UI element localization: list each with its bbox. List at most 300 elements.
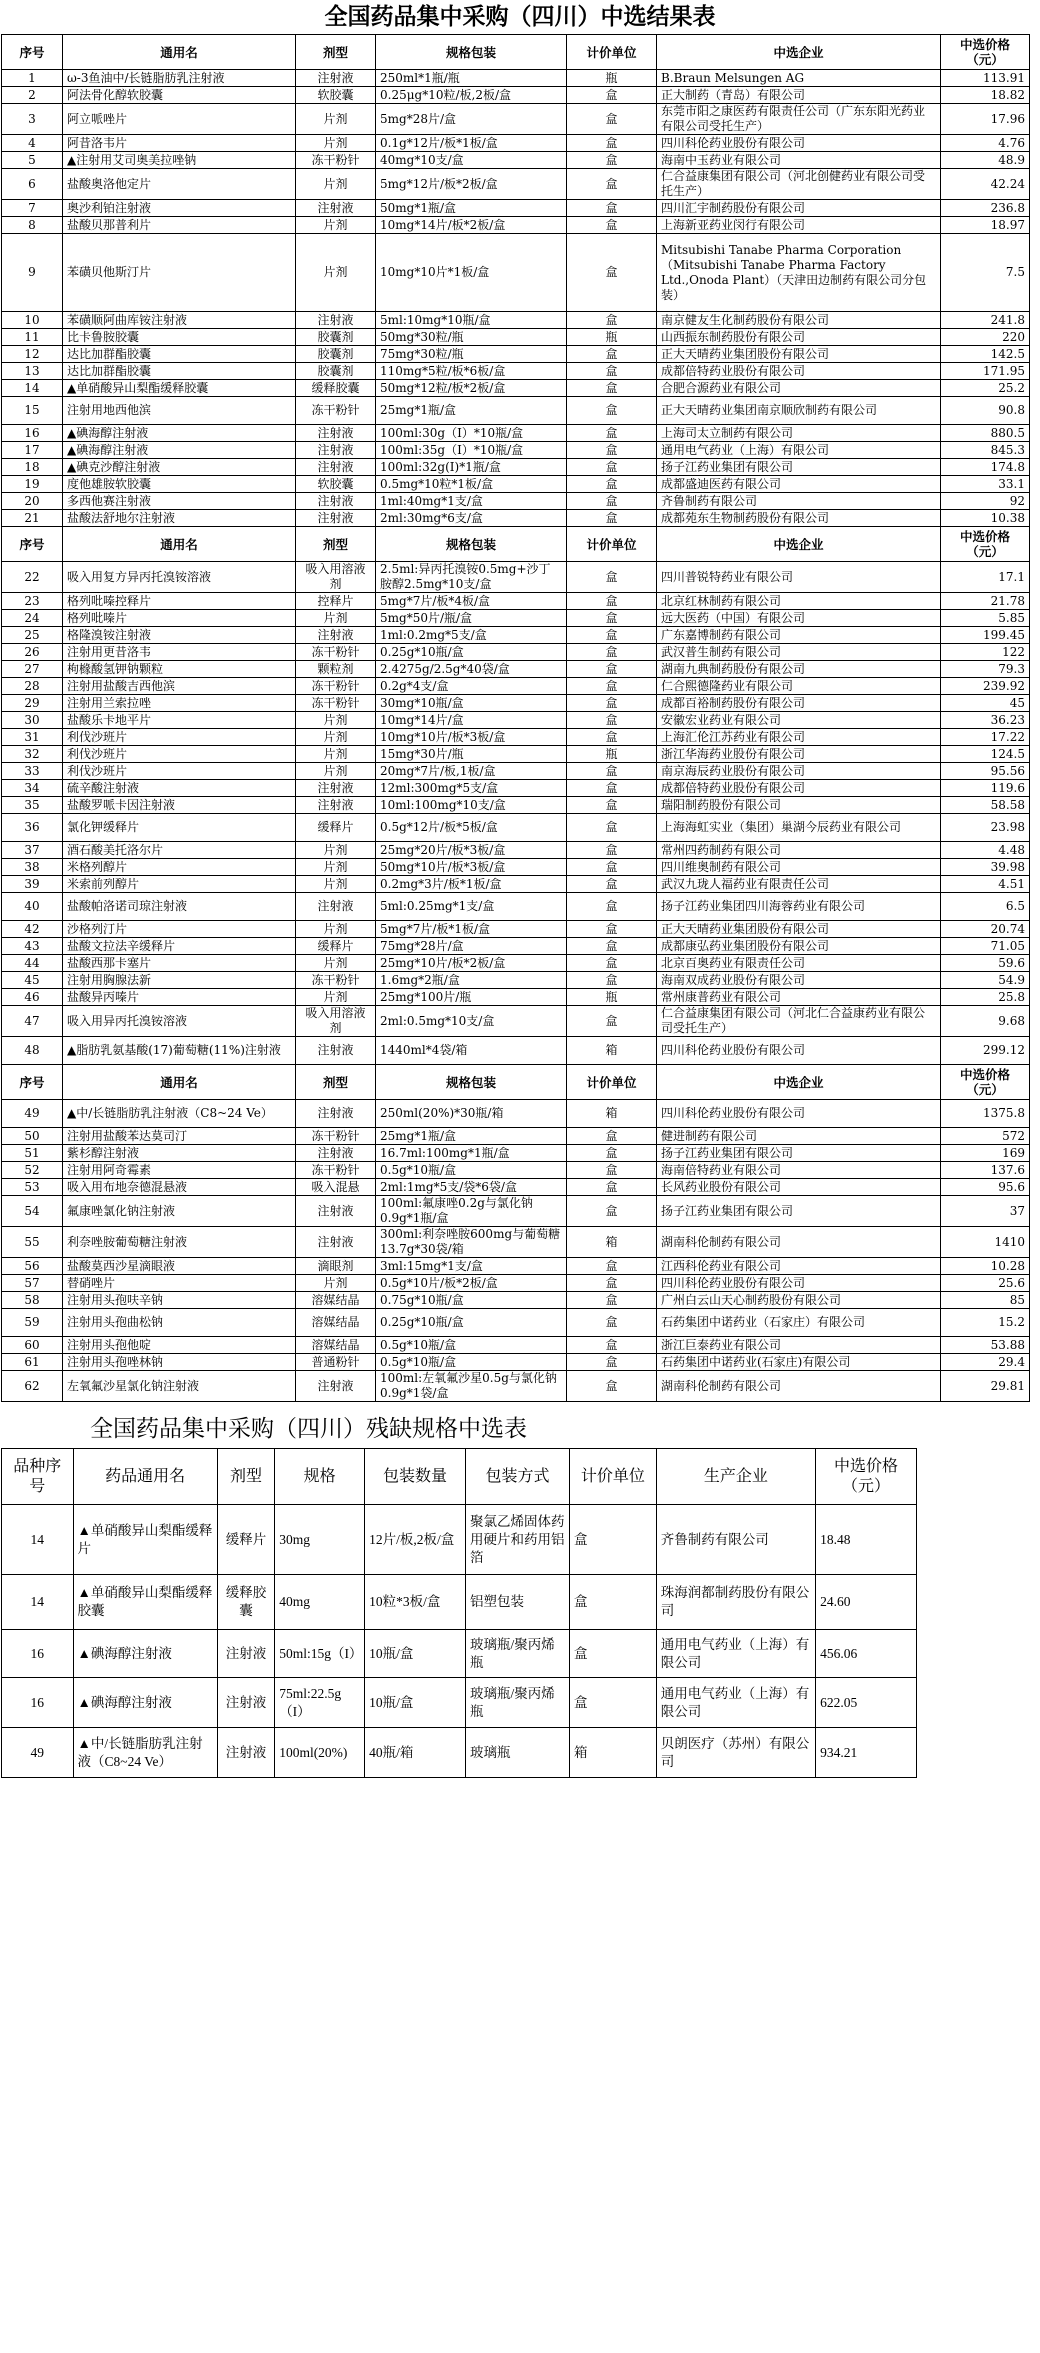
table-cell: 玻璃瓶: [465, 1728, 569, 1778]
table-cell: 盒: [567, 493, 657, 510]
table-cell: 盒: [567, 1179, 657, 1196]
table-cell: 通用电气药业（上海）有限公司: [656, 1630, 815, 1678]
table-cell: 1.6mg*2瓶/盒: [376, 972, 567, 989]
table-cell: 0.5g*10瓶/盒: [376, 1337, 567, 1354]
table-cell: 远大医药（中国）有限公司: [657, 610, 941, 627]
table-cell: 0.5mg*10粒*1板/盒: [376, 476, 567, 493]
table-cell: 2.4275g/2.5g*40袋/盒: [376, 661, 567, 678]
table-cell: 22: [2, 562, 63, 593]
table-cell: 20.74: [941, 921, 1030, 938]
table-cell: 盒: [567, 797, 657, 814]
table-cell: 海南中玉药业有限公司: [657, 152, 941, 169]
table-row: [2, 678, 1030, 695]
table-cell: 海南倍特药业有限公司: [657, 1162, 941, 1179]
table-cell: 注射液: [296, 510, 376, 527]
table-cell: 盒: [567, 1309, 657, 1337]
table-cell: 盒: [567, 712, 657, 729]
table-cell: 57: [2, 1275, 63, 1292]
column-header: 中选企业: [657, 35, 941, 70]
table-cell: 胶囊剂: [296, 363, 376, 380]
table-cell: 29.81: [941, 1371, 1030, 1402]
table-cell: 注射用兰索拉唑: [63, 695, 296, 712]
table-row: [2, 234, 1030, 312]
table-row: [2, 921, 1030, 938]
table-cell: 1440ml*4袋/箱: [376, 1037, 567, 1065]
table-cell: 9.68: [941, 1006, 1030, 1037]
table-cell: 100ml(20%): [275, 1728, 365, 1778]
table-cell: 48: [2, 1037, 63, 1065]
table-cell: 50mg*12粒/板*2板/盒: [376, 380, 567, 397]
table-row: [2, 1309, 1030, 1337]
table-cell: 0.25g*10瓶/盒: [376, 1309, 567, 1337]
table-cell: 苯磺顺阿曲库铵注射液: [63, 312, 296, 329]
table-cell: 铝塑包装: [465, 1575, 569, 1630]
table-cell: 盒: [567, 938, 657, 955]
table-cell: 10瓶/盒: [365, 1678, 466, 1728]
table-cell: 阿法骨化醇软胶囊: [63, 87, 296, 104]
table-cell: 四川科伦药业股份有限公司: [657, 1100, 941, 1128]
table-cell: 137.6: [941, 1162, 1030, 1179]
table-row: [2, 1162, 1030, 1179]
table-row: [2, 476, 1030, 493]
table-row: [2, 135, 1030, 152]
table-cell: ▲注射用艾司奥美拉唑钠: [63, 152, 296, 169]
table-cell: 片剂: [296, 921, 376, 938]
column-header: 中选价格（元）: [941, 527, 1030, 562]
table-cell: B.Braun Melsungen AG: [657, 70, 941, 87]
table-cell: 0.5g*10片/板*2板/盒: [376, 1275, 567, 1292]
table-cell: 56: [2, 1258, 63, 1275]
table-cell: 比卡鲁胺胶囊: [63, 329, 296, 346]
table-cell: 30mg: [275, 1505, 365, 1575]
table-cell: 3: [2, 104, 63, 135]
table-cell: 盒: [567, 1196, 657, 1227]
table-cell: 39: [2, 876, 63, 893]
table-cell: 622.05: [816, 1678, 917, 1728]
column-header: 包装数量: [365, 1449, 466, 1505]
table-cell: ▲单硝酸异山梨酯缓释片: [73, 1505, 217, 1575]
table-row: [2, 1630, 917, 1678]
table-cell: 16: [2, 1630, 74, 1678]
table-row: [2, 1337, 1030, 1354]
table-cell: 石药集团中诺药业（石家庄）有限公司: [657, 1309, 941, 1337]
table-cell: 236.8: [941, 200, 1030, 217]
table-cell: 盒: [567, 312, 657, 329]
column-header: 规格包装: [376, 1065, 567, 1100]
table-cell: 845.3: [941, 442, 1030, 459]
table-cell: 冻干粉针: [296, 1128, 376, 1145]
table-cell: 注射液: [217, 1678, 274, 1728]
table-cell: 胶囊剂: [296, 329, 376, 346]
table-cell: 79.3: [941, 661, 1030, 678]
table-row: [2, 346, 1030, 363]
table-cell: 299.12: [941, 1037, 1030, 1065]
table-cell: 上海汇伦江苏药业有限公司: [657, 729, 941, 746]
table-cell: 冻干粉针: [296, 972, 376, 989]
table-cell: 注射用头孢唑林钠: [63, 1354, 296, 1371]
table-cell: 28: [2, 678, 63, 695]
table-cell: 度他雄胺软胶囊: [63, 476, 296, 493]
table-row: [2, 593, 1030, 610]
table-cell: 61: [2, 1354, 63, 1371]
table-cell: 52: [2, 1162, 63, 1179]
table-cell: 正大天晴药业集团股份有限公司: [657, 921, 941, 938]
table-cell: ▲碘海醇注射液: [73, 1630, 217, 1678]
table-cell: 溶媒结晶: [296, 1292, 376, 1309]
table-cell: 盒: [567, 876, 657, 893]
table-cell: 239.92: [941, 678, 1030, 695]
table-cell: 酒石酸美托洛尔片: [63, 842, 296, 859]
table-row: [2, 200, 1030, 217]
table-cell: 45: [941, 695, 1030, 712]
table-cell: 普通粉针: [296, 1354, 376, 1371]
table-row: [2, 1292, 1030, 1309]
table-cell: 16: [2, 1678, 74, 1728]
table-cell: 广东嘉博制药有限公司: [657, 627, 941, 644]
table-cell: 0.5g*10瓶/盒: [376, 1354, 567, 1371]
table-cell: 盒: [567, 442, 657, 459]
table-cell: 盐酸乐卡地平片: [63, 712, 296, 729]
table-cell: 瓶: [567, 746, 657, 763]
table-cell: 盒: [567, 562, 657, 593]
table-cell: 达比加群酯胶囊: [63, 363, 296, 380]
table-cell: 53.88: [941, 1337, 1030, 1354]
table-cell: 注射液: [296, 200, 376, 217]
table-cell: 注射液: [217, 1630, 274, 1678]
table-cell: 注射液: [296, 493, 376, 510]
table-cell: 50mg*30粒/瓶: [376, 329, 567, 346]
table-cell: 湖南九典制药股份有限公司: [657, 661, 941, 678]
table-row: [2, 169, 1030, 200]
table-row: [2, 1196, 1030, 1227]
table-row: [2, 1371, 1030, 1402]
table-cell: 注射液: [296, 1196, 376, 1227]
table-cell: 25.8: [941, 989, 1030, 1006]
table-cell: 10.38: [941, 510, 1030, 527]
table-cell: 16.7ml:100mg*1瓶/盒: [376, 1145, 567, 1162]
table-cell: 注射用头孢曲松钠: [63, 1309, 296, 1337]
table-row: [2, 729, 1030, 746]
table-cell: 片剂: [296, 135, 376, 152]
table-cell: 成都倍特药业股份有限公司: [657, 363, 941, 380]
table-cell: 110mg*5粒/板*6板/盒: [376, 363, 567, 380]
table-cell: 紫杉醇注射液: [63, 1145, 296, 1162]
table-cell: 盒: [567, 921, 657, 938]
column-header: 中选价格（元）: [816, 1449, 917, 1505]
table-cell: 利伐沙班片: [63, 729, 296, 746]
table-cell: 35: [2, 797, 63, 814]
table-cell: 18.97: [941, 217, 1030, 234]
table-cell: 盒: [567, 476, 657, 493]
table-cell: 盒: [567, 593, 657, 610]
table-cell: 冻干粉针: [296, 644, 376, 661]
table-row: [2, 104, 1030, 135]
table-cell: 124.5: [941, 746, 1030, 763]
column-header: 中选价格（元）: [941, 1065, 1030, 1100]
table-cell: 10瓶/盒: [365, 1630, 466, 1678]
table-cell: 注射液: [296, 627, 376, 644]
table-cell: 盒: [567, 346, 657, 363]
table-cell: 2ml:1mg*5支/袋*6袋/盒: [376, 1179, 567, 1196]
table-cell: 瑞阳制药股份有限公司: [657, 797, 941, 814]
table-row: [2, 955, 1030, 972]
table-cell: 20mg*7片/板,1板/盒: [376, 763, 567, 780]
table-cell: 1ml:0.2mg*5支/盒: [376, 627, 567, 644]
table-cell: 25.6: [941, 1275, 1030, 1292]
table-cell: 盒: [567, 1337, 657, 1354]
table-cell: 盒: [567, 729, 657, 746]
table-cell: 盒: [567, 200, 657, 217]
table-cell: 米索前列醇片: [63, 876, 296, 893]
table-cell: 6: [2, 169, 63, 200]
table-cell: ▲碘海醇注射液: [73, 1678, 217, 1728]
table-cell: 32: [2, 746, 63, 763]
table-cell: 硫辛酸注射液: [63, 780, 296, 797]
column-header: 规格包装: [376, 527, 567, 562]
table-cell: 盒: [570, 1678, 657, 1728]
table-cell: 46: [2, 989, 63, 1006]
table-cell: 健进制药有限公司: [657, 1128, 941, 1145]
table-cell: 广州白云山天心制药股份有限公司: [657, 1292, 941, 1309]
table-cell: ▲单硝酸异山梨酯缓释胶囊: [63, 380, 296, 397]
table-cell: 盒: [570, 1505, 657, 1575]
table-header-row: [2, 1065, 1030, 1100]
table-cell: 扬子江药业集团有限公司: [657, 1145, 941, 1162]
table-row: [2, 746, 1030, 763]
table-cell: 氯化钾缓释片: [63, 814, 296, 842]
table-row: [2, 797, 1030, 814]
table-cell: 58.58: [941, 797, 1030, 814]
column-header: 规格: [275, 1449, 365, 1505]
main-table-title: 全国药品集中采购（四川）中选结果表: [324, 3, 716, 30]
table-cell: 58: [2, 1292, 63, 1309]
table-row: [2, 610, 1030, 627]
table-row: [2, 1100, 1030, 1128]
table-cell: 注射液: [217, 1728, 274, 1778]
table-cell: 0.1g*12片/板*1板/盒: [376, 135, 567, 152]
column-header: 品种序号: [2, 1449, 74, 1505]
column-header: 计价单位: [570, 1449, 657, 1505]
table-cell: 5.85: [941, 610, 1030, 627]
table-row: [2, 1227, 1030, 1258]
table-cell: 250ml*1瓶/瓶: [376, 70, 567, 87]
table-cell: 左氧氟沙星氯化钠注射液: [63, 1371, 296, 1402]
table-cell: 13: [2, 363, 63, 380]
table-header-row: [2, 527, 1030, 562]
table-row: [2, 780, 1030, 797]
table-cell: 上海海虹实业（集团）巢湖今辰药业有限公司: [657, 814, 941, 842]
table-cell: 盒: [567, 510, 657, 527]
table-cell: 盐酸贝那普利片: [63, 217, 296, 234]
table-cell: 注射用更昔洛韦: [63, 644, 296, 661]
table-cell: 85: [941, 1292, 1030, 1309]
table-cell: 盒: [567, 644, 657, 661]
table-cell: 注射液: [296, 425, 376, 442]
table-cell: 片剂: [296, 610, 376, 627]
table-cell: 20: [2, 493, 63, 510]
table-cell: 5mg*28片/盒: [376, 104, 567, 135]
table-cell: 注射液: [296, 1100, 376, 1128]
bid-result-table: [1, 34, 1030, 1402]
table-cell: 49: [2, 1728, 74, 1778]
table-cell: 齐鲁制药有限公司: [657, 493, 941, 510]
table-cell: 10mg*14片/盒: [376, 712, 567, 729]
table-cell: 7: [2, 200, 63, 217]
table-row: [2, 695, 1030, 712]
column-header: 中选企业: [657, 1065, 941, 1100]
table-cell: 5mg*12片/板*2板/盒: [376, 169, 567, 200]
table-cell: 注射液: [296, 1227, 376, 1258]
table-cell: 长风药业股份有限公司: [657, 1179, 941, 1196]
table-cell: 572: [941, 1128, 1030, 1145]
table-cell: 盒: [567, 955, 657, 972]
table-cell: 95.56: [941, 763, 1030, 780]
table-cell: 934.21: [816, 1728, 917, 1778]
table-cell: 75mg*30粒/瓶: [376, 346, 567, 363]
table-cell: 正大制药（青岛）有限公司: [657, 87, 941, 104]
table-row: [2, 989, 1030, 1006]
table-cell: 盒: [567, 152, 657, 169]
table-cell: 24: [2, 610, 63, 627]
table-cell: 溶媒结晶: [296, 1309, 376, 1337]
table-cell: 仁合益康集团有限公司（河北创健药业有限公司受托生产）: [657, 169, 941, 200]
column-header: 计价单位: [567, 527, 657, 562]
table-row: [2, 562, 1030, 593]
table-cell: 盐酸文拉法辛缓释片: [63, 938, 296, 955]
table-cell: 25mg*10片/板*2板/盒: [376, 955, 567, 972]
column-header: 剂型: [296, 527, 376, 562]
table-cell: 75mg*28片/盒: [376, 938, 567, 955]
table-cell: 吸入混悬: [296, 1179, 376, 1196]
table-cell: 31: [2, 729, 63, 746]
table-cell: 0.25μg*10粒/板,2板/盒: [376, 87, 567, 104]
table-cell: 40瓶/箱: [365, 1728, 466, 1778]
table-cell: 玻璃瓶/聚丙烯瓶: [465, 1678, 569, 1728]
column-header: 序号: [2, 527, 63, 562]
table-row: [2, 1505, 917, 1575]
table-cell: 25mg*20片/板*3板/盒: [376, 842, 567, 859]
table-cell: 1ml:40mg*1支/盒: [376, 493, 567, 510]
column-header: 包装方式: [465, 1449, 569, 1505]
table-cell: 10mg*14片/板*2板/盒: [376, 217, 567, 234]
table-cell: 456.06: [816, 1630, 917, 1678]
table-cell: 注射用胸腺法新: [63, 972, 296, 989]
table-cell: 注射用盐酸吉西他滨: [63, 678, 296, 695]
table-cell: ▲碘海醇注射液: [63, 425, 296, 442]
table-cell: 25: [2, 627, 63, 644]
table-cell: 50ml:15g（I）: [275, 1630, 365, 1678]
column-header: 规格包装: [376, 35, 567, 70]
table-row: [2, 425, 1030, 442]
table-cell: 冻干粉针: [296, 695, 376, 712]
table-cell: 米格列醇片: [63, 859, 296, 876]
table-row: [2, 510, 1030, 527]
table-cell: 片剂: [296, 746, 376, 763]
table-cell: 50mg*1瓶/盒: [376, 200, 567, 217]
table-cell: 盒: [567, 459, 657, 476]
table-cell: 聚氯乙烯固体药用硬片和药用铝箔: [465, 1505, 569, 1575]
table-cell: 软胶囊: [296, 87, 376, 104]
table-cell: 片剂: [296, 989, 376, 1006]
table-cell: 5: [2, 152, 63, 169]
table-cell: 17.96: [941, 104, 1030, 135]
table-cell: 盒: [567, 1128, 657, 1145]
table-cell: ▲碘海醇注射液: [63, 442, 296, 459]
table-cell: 6.5: [941, 893, 1030, 921]
table-cell: 880.5: [941, 425, 1030, 442]
table-row: [2, 876, 1030, 893]
table-cell: 注射液: [296, 780, 376, 797]
table-cell: 盐酸奥洛他定片: [63, 169, 296, 200]
table-cell: 2ml:0.5mg*10支/盒: [376, 1006, 567, 1037]
table-cell: 仁合熙德隆药业有限公司: [657, 678, 941, 695]
table-row: [2, 1354, 1030, 1371]
table-cell: 四川科伦药业股份有限公司: [657, 135, 941, 152]
table-cell: 四川普锐特药业有限公司: [657, 562, 941, 593]
table-cell: 4: [2, 135, 63, 152]
table-cell: 成都康弘药业集团股份有限公司: [657, 938, 941, 955]
table-cell: 浙江华海药业股份有限公司: [657, 746, 941, 763]
table-row: [2, 1037, 1030, 1065]
table-cell: 54: [2, 1196, 63, 1227]
column-header: 生产企业: [656, 1449, 815, 1505]
column-header: 中选企业: [657, 527, 941, 562]
table-cell: 100ml:32g(I)*1瓶/盒: [376, 459, 567, 476]
missing-spec-table: [1, 1448, 917, 1778]
table-cell: 阿立哌唑片: [63, 104, 296, 135]
table-cell: 18: [2, 459, 63, 476]
table-cell: 溶媒结晶: [296, 1337, 376, 1354]
table-cell: 武汉普生制药有限公司: [657, 644, 941, 661]
table-cell: 12: [2, 346, 63, 363]
table-cell: 格列吡嗪控释片: [63, 593, 296, 610]
table-cell: 扬子江药业集团四川海蓉药业有限公司: [657, 893, 941, 921]
table-cell: 171.95: [941, 363, 1030, 380]
table-cell: 盒: [570, 1630, 657, 1678]
column-header: 序号: [2, 1065, 63, 1100]
table-row: [2, 397, 1030, 425]
table-cell: 盒: [567, 695, 657, 712]
table-row: [2, 217, 1030, 234]
table-cell: 注射液: [296, 1145, 376, 1162]
table-cell: 33: [2, 763, 63, 780]
table-cell: 0.75g*10瓶/盒: [376, 1292, 567, 1309]
table-cell: 片剂: [296, 859, 376, 876]
table-cell: 92: [941, 493, 1030, 510]
table-cell: 40: [2, 893, 63, 921]
table-cell: 四川科伦药业股份有限公司: [657, 1037, 941, 1065]
table-cell: 枸橼酸氢钾钠颗粒: [63, 661, 296, 678]
table-cell: 10ml:100mg*10支/盒: [376, 797, 567, 814]
table-cell: 箱: [567, 1037, 657, 1065]
table-cell: 盒: [567, 217, 657, 234]
table-cell: 26: [2, 644, 63, 661]
table-cell: 7.5: [941, 234, 1030, 312]
table-cell: ω-3鱼油中/长链脂肪乳注射液: [63, 70, 296, 87]
table-cell: 1: [2, 70, 63, 87]
table-cell: 3ml:15mg*1支/盒: [376, 1258, 567, 1275]
table-cell: 34: [2, 780, 63, 797]
table-cell: 缓释片: [296, 814, 376, 842]
table-cell: 控释片: [296, 593, 376, 610]
table-cell: 9: [2, 234, 63, 312]
table-cell: 0.25g*10瓶/盒: [376, 644, 567, 661]
table-cell: 注射液: [296, 442, 376, 459]
table-cell: 50mg*10片/板*3板/盒: [376, 859, 567, 876]
table-cell: 注射用头孢呋辛钠: [63, 1292, 296, 1309]
table-cell: 100ml:氟康唑0.2g与氯化钠0.9g*1瓶/盒: [376, 1196, 567, 1227]
table-cell: 片剂: [296, 729, 376, 746]
